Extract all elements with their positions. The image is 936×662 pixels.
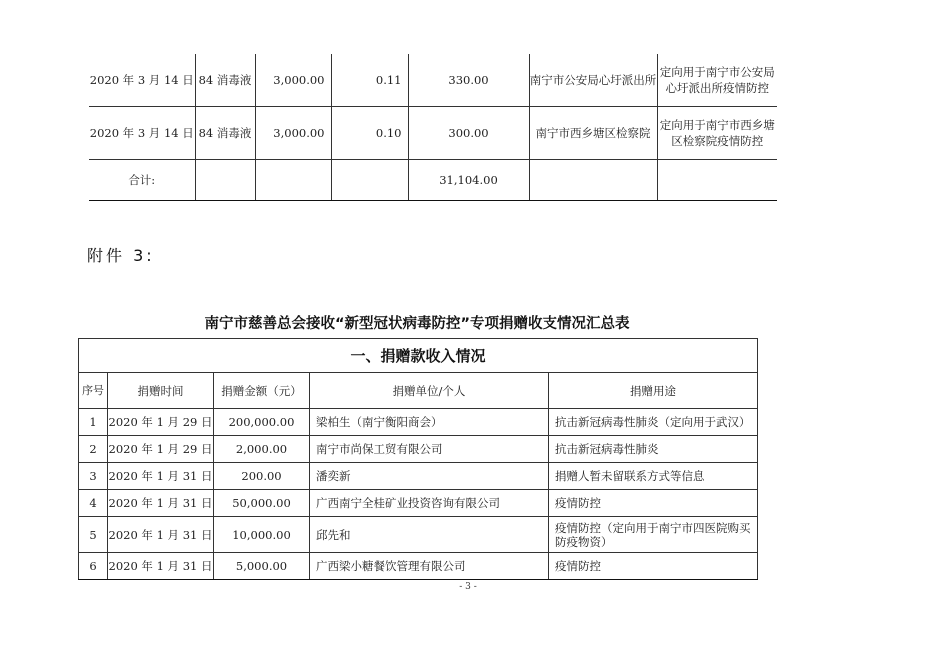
item-cell: 84 消毒液 [195, 54, 255, 107]
amount-cell: 10,000.00 [214, 517, 310, 553]
table-row [79, 490, 758, 517]
donor-cell: 广西南宁全桂矿业投资咨询有限公司 [310, 490, 549, 517]
seq-cell: 3 [79, 463, 108, 490]
table-row [89, 107, 777, 160]
amount-cell: 2,000.00 [214, 436, 310, 463]
seq-cell: 5 [79, 517, 108, 553]
purpose-cell: 定向用于南宁市公安局心圩派出所疫情防控 [657, 54, 777, 107]
header-time: 捐赠时间 [108, 373, 214, 409]
header-donor: 捐赠单位/个人 [310, 373, 549, 409]
donor-cell: 南宁市尚保工贸有限公司 [310, 436, 549, 463]
donor-cell: 邱先和 [310, 517, 549, 553]
section-title: 一、捐赠款收入情况 [79, 339, 758, 373]
income-table [78, 338, 758, 580]
purpose-cell: 疫情防控 [549, 490, 758, 517]
expense-table [89, 54, 777, 201]
amount-cell: 200,000.00 [214, 409, 310, 436]
purpose-cell: 疫情防控（定向用于南宁市四医院购买防疫物资） [549, 517, 758, 553]
seq-cell: 2 [79, 436, 108, 463]
page-title: 南宁市慈善总会接收“新型冠状病毒防控”专项捐赠收支情况汇总表 [204, 316, 630, 332]
seq-cell: 6 [79, 553, 108, 580]
table-row [79, 553, 758, 580]
price-cell: 0.10 [331, 107, 408, 160]
header-seq: 序号 [79, 373, 108, 409]
amount-cell: 330.00 [408, 54, 529, 107]
purpose-cell: 抗击新冠病毒性肺炎 [549, 436, 758, 463]
time-cell: 2020 年 1 月 29 日 [108, 436, 214, 463]
time-cell: 2020 年 1 月 31 日 [108, 463, 214, 490]
time-cell: 2020 年 1 月 29 日 [108, 409, 214, 436]
empty-cell [529, 160, 657, 201]
date-cell: 2020 年 3 月 14 日 [89, 54, 195, 107]
qty-cell: 3,000.00 [255, 54, 331, 107]
total-amount: 31,104.00 [408, 160, 529, 201]
donor-cell: 梁柏生（南宁衡阳商会） [310, 409, 549, 436]
empty-cell [195, 160, 255, 201]
time-cell: 2020 年 1 月 31 日 [108, 517, 214, 553]
annex-label: 附件 3: [87, 246, 155, 265]
purpose-cell: 抗击新冠病毒性肺炎（定向用于武汉） [549, 409, 758, 436]
item-cell: 84 消毒液 [195, 107, 255, 160]
seq-cell: 4 [79, 490, 108, 517]
page-number: - 3 - [459, 582, 477, 592]
price-cell: 0.11 [331, 54, 408, 107]
empty-cell [657, 160, 777, 201]
empty-cell [255, 160, 331, 201]
section-header-row [79, 339, 758, 373]
table-row [79, 463, 758, 490]
table-row [79, 517, 758, 553]
purpose-cell: 捐赠人暂未留联系方式等信息 [549, 463, 758, 490]
table-row [79, 436, 758, 463]
donor-cell: 广西梁小糖餐饮管理有限公司 [310, 553, 549, 580]
date-cell: 2020 年 3 月 14 日 [89, 107, 195, 160]
purpose-cell: 疫情防控 [549, 553, 758, 580]
amount-cell: 50,000.00 [214, 490, 310, 517]
empty-cell [331, 160, 408, 201]
header-row [79, 373, 758, 409]
header-amount: 捐赠金额（元） [214, 373, 310, 409]
seq-cell: 1 [79, 409, 108, 436]
amount-cell: 300.00 [408, 107, 529, 160]
amount-cell: 200.00 [214, 463, 310, 490]
time-cell: 2020 年 1 月 31 日 [108, 553, 214, 580]
time-cell: 2020 年 1 月 31 日 [108, 490, 214, 517]
total-row [89, 160, 777, 201]
recipient-cell: 南宁市公安局心圩派出所 [529, 54, 657, 107]
table-row [89, 54, 777, 107]
donor-cell: 潘奕新 [310, 463, 549, 490]
total-label: 合计: [89, 160, 195, 201]
header-purpose: 捐赠用途 [549, 373, 758, 409]
table-row [79, 409, 758, 436]
qty-cell: 3,000.00 [255, 107, 331, 160]
purpose-cell: 定向用于南宁市西乡塘区检察院疫情防控 [657, 107, 777, 160]
recipient-cell: 南宁市西乡塘区检察院 [529, 107, 657, 160]
amount-cell: 5,000.00 [214, 553, 310, 580]
